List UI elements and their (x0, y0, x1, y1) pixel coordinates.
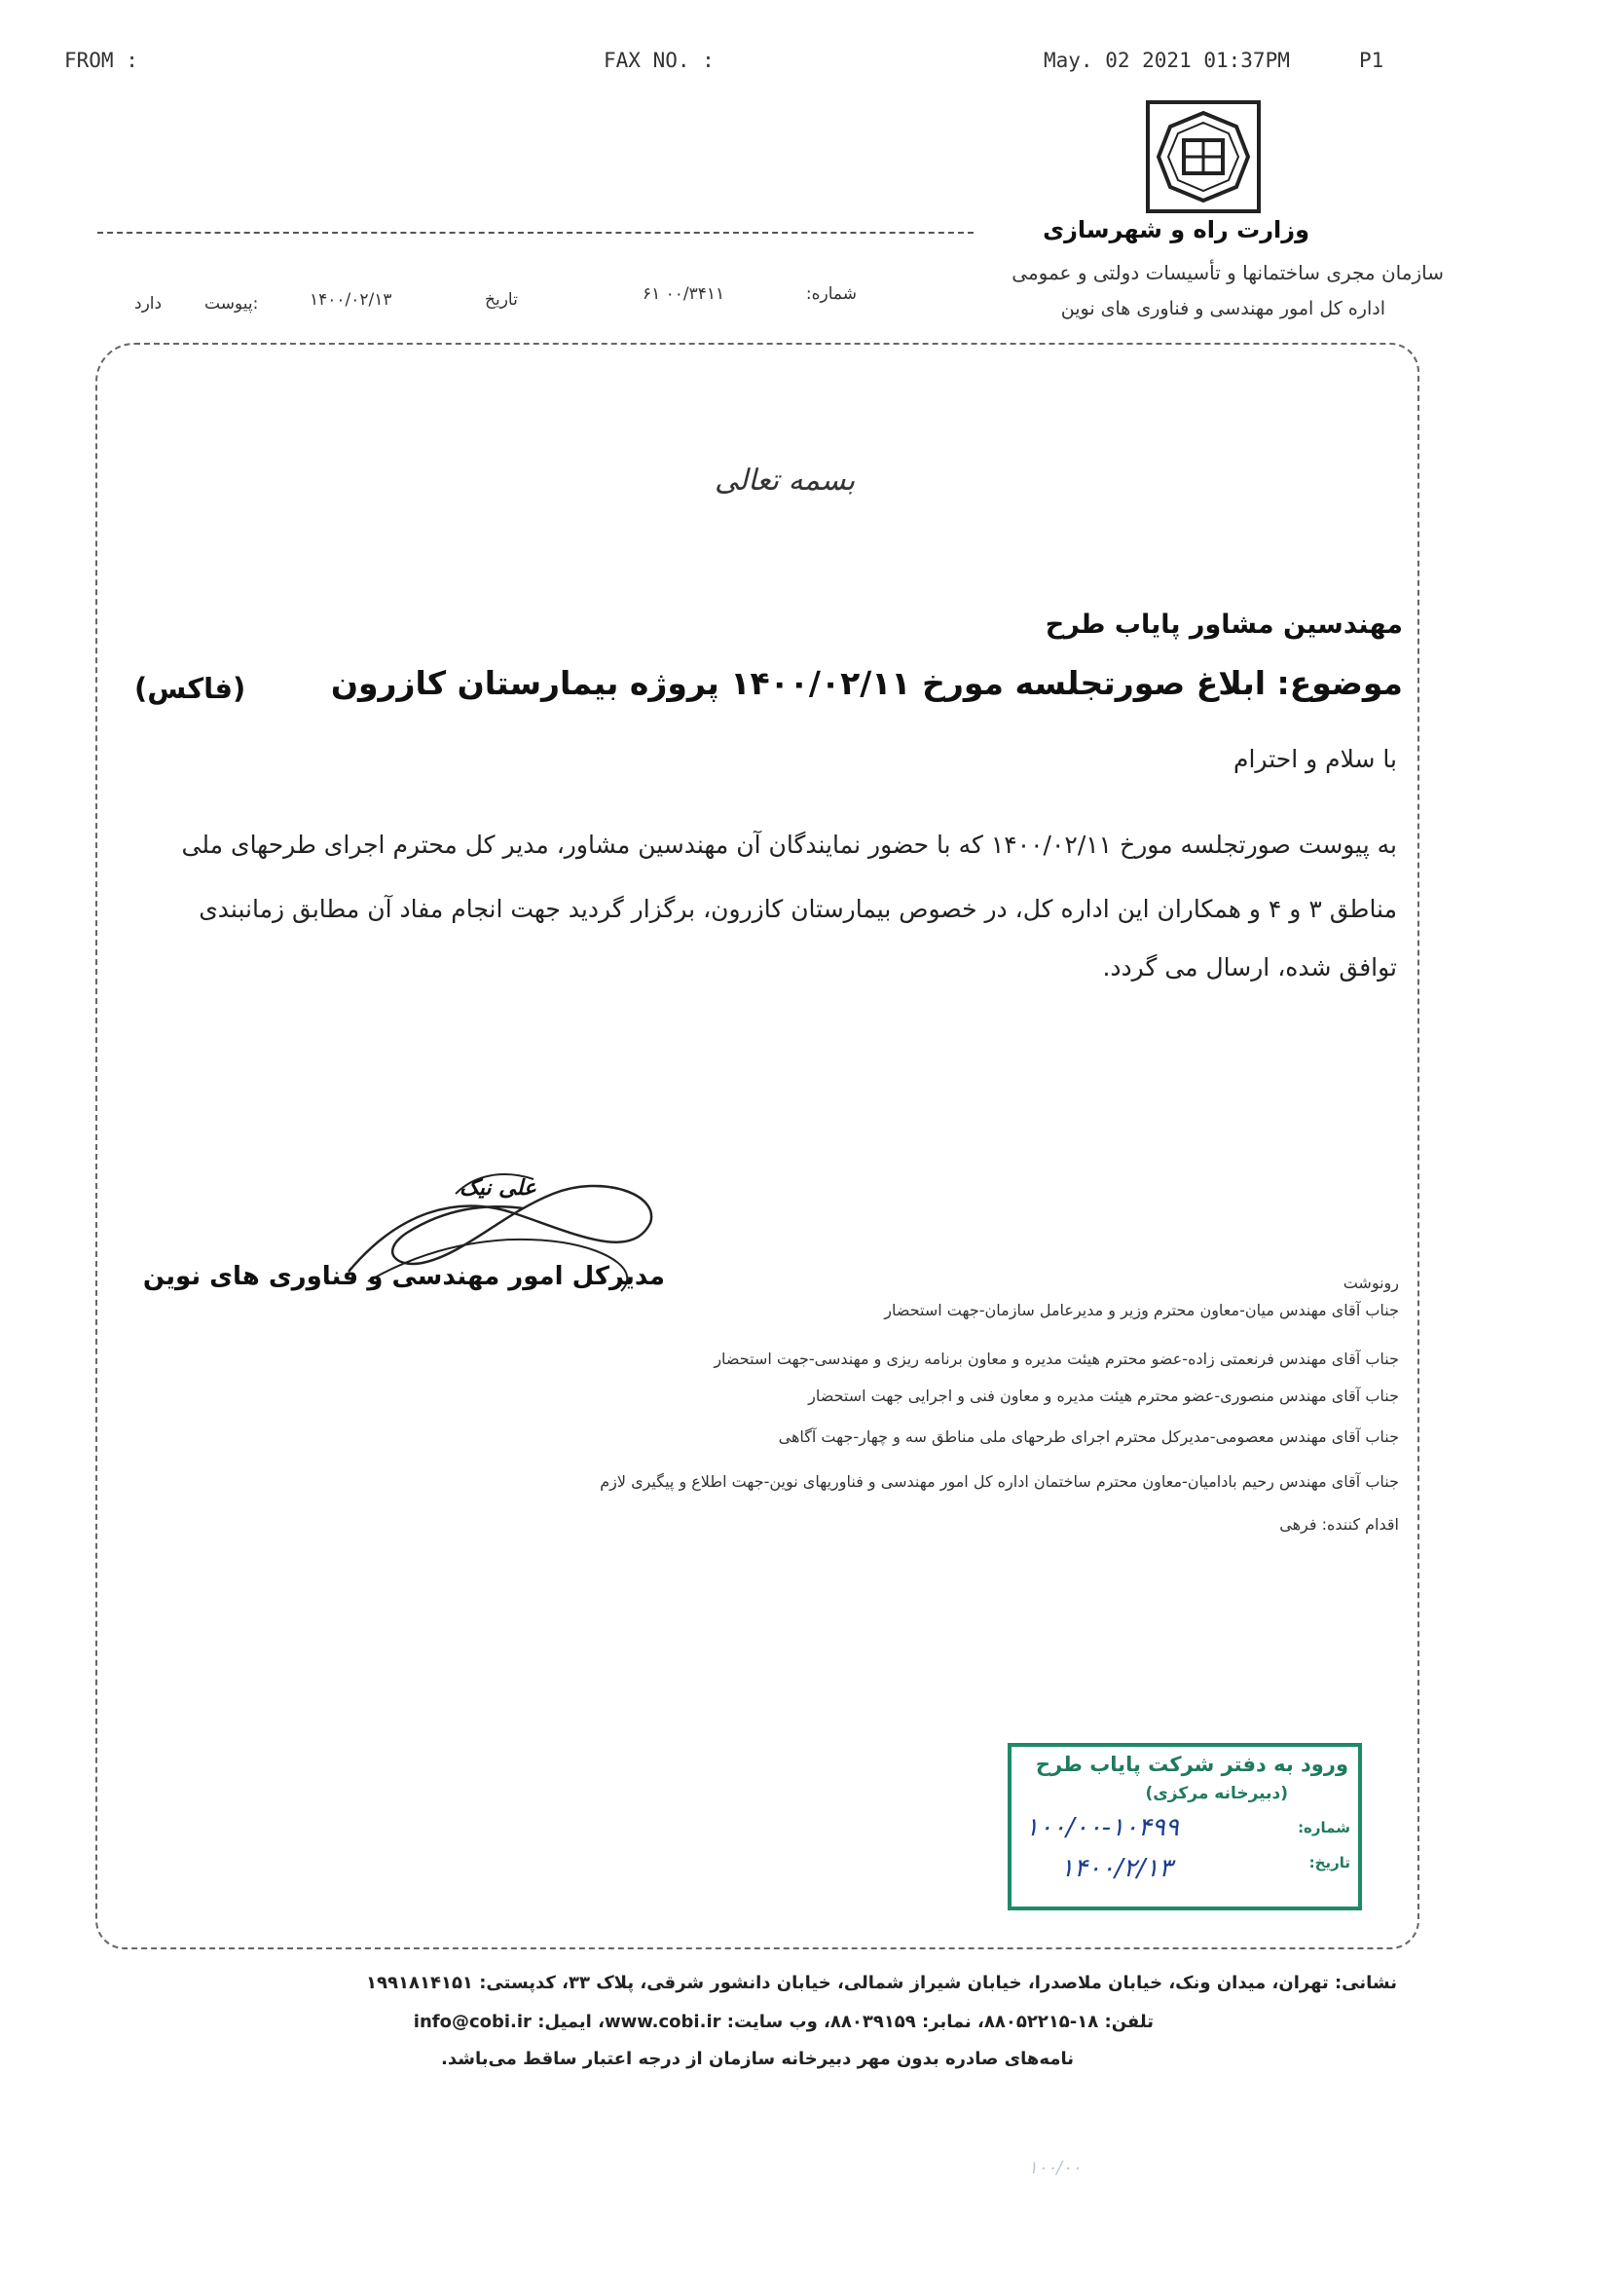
fax-number: FAX NO. : (604, 49, 715, 72)
cc-line-4: جناب آقای مهندس معصومی-مدیرکل محترم اجرای طرحهای ملی مناطق سه و چهار-جهت آگاهی (778, 1427, 1399, 1446)
ref-number-value: ۶۱ ۰۰/۳۴۱۱ (643, 284, 725, 304)
footer-address: نشانی: تهران، میدان ونک، خیابان ملاصدرا، خیابان شیراز شمالی، خیابان دانشور شرقی، پلاک ۳۳، کدپستی: ۱۹۹۱۸۱۴۱۵۱ (366, 1973, 1397, 1993)
signatory-title: مدیرکل امور مهندسی و فناوری های نوین (142, 1262, 665, 1291)
ref-date-value: ۱۴۰۰/۰۲/۱۳ (310, 290, 392, 310)
organization-name: سازمان مجری ساختمانها و تأسیسات دولتی و عمومی (1012, 261, 1444, 284)
fax-tag: (فاکس) (134, 672, 246, 705)
fax-datetime: May. 02 2021 01:37PM (1044, 49, 1290, 72)
bismillah: بسمه تعالی (715, 463, 856, 498)
cc-line-2: جناب آقای مهندس فرنعمتی زاده-عضو محترم هیئت مدیره و معاون برنامه ریزی و مهندسی-جهت استحضار (714, 1350, 1399, 1368)
cc-line-5: جناب آقای مهندس رحیم بادامیان-معاون محترم ساختمان اداره کل امور مهندسی و فناوریهای نوین-جهت اطلاع و پیگیری لازم (600, 1472, 1399, 1491)
recipient: مهندسین مشاور پایاب طرح (1045, 610, 1403, 640)
stamp-number-value: ۱۰۰/۰۰-۱۰۴۹۹ (1025, 1813, 1179, 1842)
cc-label: رونوشت (1343, 1274, 1399, 1292)
letter-body-frame (95, 343, 1419, 1949)
stamp-subtitle: (دبیرخانه مرکزی) (1145, 1784, 1288, 1803)
signatory-name: علی نیک (460, 1176, 536, 1201)
stamp-date-label: تاریخ: (1308, 1854, 1350, 1871)
stamp-date-value: ۱۴۰۰/۲/۱۳ (1060, 1854, 1173, 1883)
department-name: اداره کل امور مهندسی و فناوری های نوین (1060, 298, 1385, 319)
cc-line-3: جناب آقای مهندس منصوری-عضو محترم هیئت مدیره و معاون فنی و اجرایی جهت استحضار (808, 1387, 1399, 1405)
cc-line-1: جناب آقای مهندس میان-معاون محترم وزیر و مدیرعامل سازمان-جهت استحضار (884, 1301, 1399, 1319)
body-line-3: توافق شده، ارسال می گردد. (1102, 953, 1397, 981)
footer-notice: نامه‌های صادره بدون مهر دبیرخانه سازمان از درجه اعتبار ساقط می‌باشد. (441, 2049, 1074, 2069)
margin-note: ۱۰۰/۰۰ (1028, 2158, 1082, 2178)
ministry-logo (1145, 99, 1262, 214)
greeting: با سلام و احترام (1233, 745, 1397, 773)
letterhead-divider (97, 232, 974, 234)
ministry-name: وزارت راه و شهرسازی (1043, 216, 1309, 243)
cc-line-6: اقدام کننده: فرهی (1279, 1515, 1399, 1534)
fax-page: P1 (1359, 49, 1384, 72)
footer-contact: تلفن: ۱۸-۸۸۰۵۲۲۱۵، نمابر: ۸۸۰۳۹۱۵۹، وب سایت: www.cobi.ir، ایمیل: info@cobi.ir (413, 2012, 1154, 2032)
ref-attachment-value: دارد (134, 294, 163, 314)
body-line-1: به پیوست صورتجلسه مورخ ۱۴۰۰/۰۲/۱۱ که با حضور نمایندگان آن مهندسین مشاور، مدیر کل محترم اجرای طرحهای ملی (181, 831, 1397, 859)
ref-number-label: شماره: (805, 284, 857, 304)
stamp-title: ورود به دفتر شرکت پایاب طرح (1035, 1753, 1348, 1776)
subject: موضوع: ابلاغ صورتجلسه مورخ ۱۴۰۰/۰۲/۱۱ پروژه بیمارستان کازرون (330, 664, 1403, 702)
fax-from: FROM : (64, 49, 138, 72)
receipt-stamp (1008, 1743, 1362, 1910)
ref-date-label: تاریخ (485, 290, 518, 310)
ref-attachment-label: پیوست: (204, 294, 259, 314)
stamp-number-label: شماره: (1298, 1819, 1350, 1836)
body-line-2: مناطق ۳ و ۴ و همکاران این اداره کل، در خصوص بیمارستان کازرون، برگزار گردید جهت انجام مفاد آن مطابق زمانبندی (199, 895, 1397, 923)
